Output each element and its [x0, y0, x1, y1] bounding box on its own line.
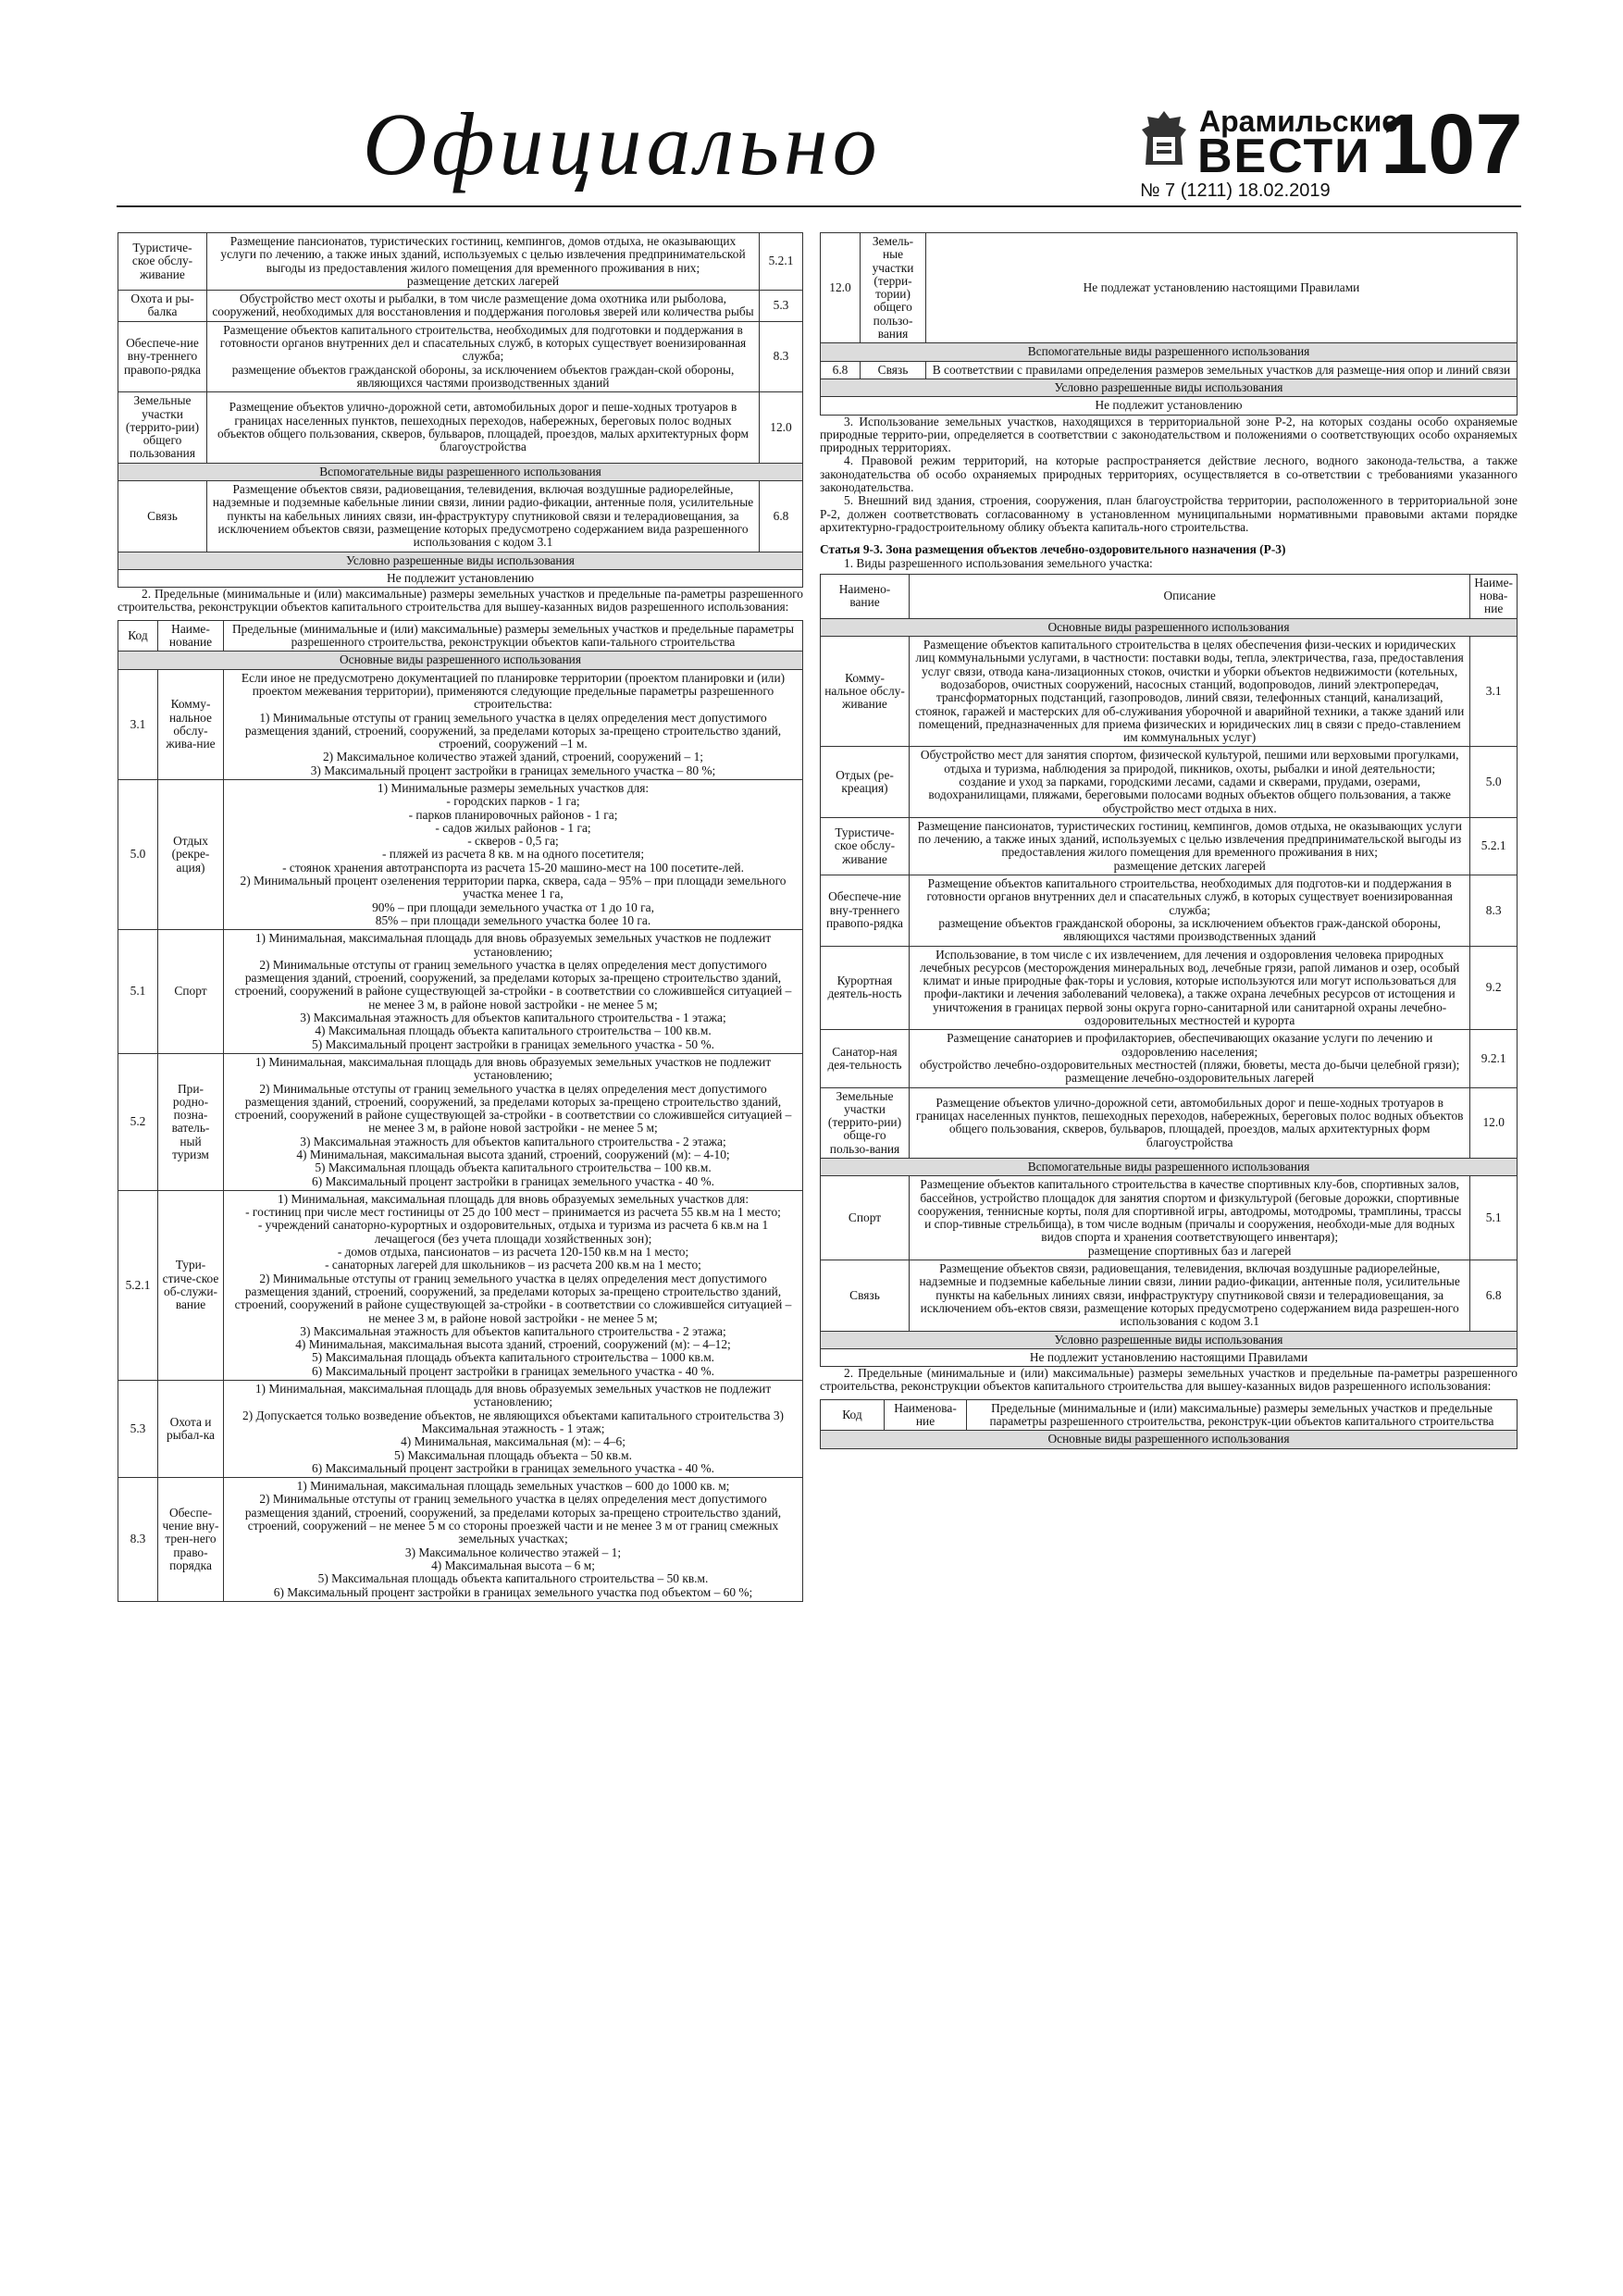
table-row: [118, 669, 803, 779]
use-name: Земельные участки (террито-рии) общего пользования: [118, 392, 207, 463]
table-row: [118, 779, 803, 929]
table-row: [118, 481, 803, 552]
param-name: При-родно-позна-ватель-ный туризм: [158, 1053, 224, 1190]
param-name: Комму-нальное обслу-жива-ние: [158, 669, 224, 779]
use-description: Обустройство мест охоты и рыбалки, в том числе размещение дома охотника или рыболова, сооружений, необходимых для восстановления и поддержания поголовья зверей или количества рыбы: [207, 291, 760, 322]
column-header-name: Наименова-ние: [885, 1399, 967, 1431]
use-code: 5.2.1: [760, 233, 803, 291]
use-description: Обустройство мест для занятия спортом, физической культурой, пешими или верховыми прогулками, отдыха и туризма, наблюдения за природой, пикников, охоты, рыбалки и иной деятельности; создание и уход за парками, городскими лесами, садами и скверами, прудами, озерами, водохранилищами, пляжами, береговыми полосами водных объектов общего пользования, а также обустройство мест отдыха в них.: [910, 747, 1470, 817]
param-description: 1) Минимальная, максимальная площадь для вновь образуемых земельных участков не подлежит установлению; 2) Допускается только возведение объектов, не являющихся объектами капитального строительства 3) Максимальная этажность - 1 этаж; 4) Минимальная, максимальная (м): – 4–6; 5) Максимальная площадь объекта – 50 кв.м. 6) Максимальный процент застройки в границах земельного участка - 40 %.: [224, 1381, 803, 1478]
table-row: [821, 875, 1518, 946]
param-description: 1) Минимальные размеры земельных участков для: - городских парков - 1 га; - парков планировочных районов - 1 га; - садов жилых районов - 1 га; - скверов - 0,5 га; - пляжей из расчета 8 кв. м на одного посетителя; - стоянок хранения автотранспорта из расчета 15-20 машино-мест на 100 посетите-лей. 2) Минимальный процент озеленения территории парка, сквера, сада – 95% – при площади земельного участка менее 1 га, 90% – при площади земельного участка от 1 до 10 га, 85% – при площади земельного участка более 10 га.: [224, 779, 803, 929]
use-code: 9.2: [1470, 946, 1518, 1030]
param-code: 5.2.1: [118, 1190, 158, 1380]
column-header-code: Код: [118, 620, 158, 652]
section-row: [821, 379, 1518, 396]
table-row: [118, 392, 803, 463]
section-heading: Основные виды разрешенного использования: [821, 618, 1518, 636]
article-title: Статья 9-3. Зона размещения объектов лечебно-оздоровительного назначения (Р-3): [820, 542, 1286, 557]
param-description: 1) Минимальная, максимальная площадь для вновь образуемых земельных участков не подлежит установлению; 2) Минимальные отступы от границ земельного участка в целях определения мест допустимого размещения зданий, строений, сооружений, за пределами которых за-прещено строительство зданий, строений, сооружений в районе существующей за-стройки - в соответствии со сложившейся ситуацией – не менее 3 м, в районе новой застройки - не менее 5 м; 3) Максимальная этажность для объектов капитального строительства - 1 этажа; 4) Максимальная площадь объекта капитального строительства – 100 кв.м. 5) Максимальный процент застройки в границах земельного участка - 50 %.: [224, 930, 803, 1054]
section-row: [821, 1431, 1518, 1448]
issue-info: № 7 (1211) 18.02.2019: [1140, 180, 1331, 201]
use-code: 5.0: [1470, 747, 1518, 817]
use-name: Комму-нальное обслу-живание: [821, 637, 910, 747]
section-heading: Вспомогательные виды разрешенного использования: [821, 343, 1518, 361]
use-description: Размещение объектов связи, радиовещания, телевидения, включая воздушные радиорелейные, надземные и подземные кабельные линии связи, линии радио-фикации, антенные поля, усилительные пункты на кабельных линиях связи, ин-фраструктуру спутниковой связи и телерадиовещания, за исключением объектов связи, размещение которых предусмотрено содержанием вида разрешенного использования с кодом 3.1: [207, 481, 760, 552]
table-row: [821, 361, 1518, 379]
use-description: Размещение объектов связи, радиовещания, телевидения, включая воздушные радиорелейные, надземные и подземные кабельные линии связи, линии радио-фикации, антенные поля, усилительные пункты на кабельных линиях связи, инфраструктуру спутниковой связи и телерадиовещания, за исключением объ-ектов связи, размещение которых предусмотрено содержанием вида разрешен-ного использования с кодом 3.1: [910, 1260, 1470, 1331]
left-column: [118, 232, 803, 1602]
table-header-row: [118, 620, 803, 652]
param-name: Отдых (рекре-ация): [158, 779, 224, 929]
paragraph-1: 1. Виды разрешенного использования земельного участка:: [844, 555, 1153, 570]
table-row: [118, 1381, 803, 1478]
use-name: Спорт: [821, 1176, 910, 1260]
page-header: [0, 0, 1623, 211]
use-code: 8.3: [760, 321, 803, 391]
paragraph-2-right: 2. Предельные (минимальные и (или) максимальные) размеры земельных участков и предельные па-раметры разрешенного строительства, реконструкции объектов капитального строительства для вышеу-казанных видов разрешенного использования:: [820, 1366, 1518, 1394]
use-name: Связь: [861, 361, 926, 379]
paragraph-2: 2. Предельные (минимальные и (или) максимальные) размеры земельных участков и предельные па-раметры разрешенного строительства, реконструкции объектов капитального строительства для вышеу-казанных видов разрешенного использования:: [118, 587, 803, 614]
use-code: 5.1: [1470, 1176, 1518, 1260]
table-row: [821, 1176, 1518, 1260]
param-name: Обеспе-чение вну-трен-него право-порядка: [158, 1478, 224, 1602]
use-code: 12.0: [760, 392, 803, 463]
use-name: Земельные участки (террито-рии) обще-го пользо-вания: [821, 1087, 910, 1158]
use-description: Размещение санаториев и профилакториев, обеспечивающих оказание услуги по лечению и оздоровлению населения; обустройство лечебно-оздоровительных местностей (пляжи, бюветы, места до-бычи целебной грязи); размещение лечебно-оздоровительных лагерей: [910, 1030, 1470, 1087]
use-description: Размещение объектов капитального строительства, необходимых для подготовки и поддержания в готовности органов внутренних дел и спасательных служб, в которых существует военизированная служба; размещение объектов гражданской обороны, за исключением объектов граждан-ской обороны, являющихся частями производственных зданий: [207, 321, 760, 391]
section-heading: Условно разрешенные виды использования: [118, 552, 803, 569]
table-row: [821, 946, 1518, 1030]
param-name: Охота и рыбал-ка: [158, 1381, 224, 1478]
use-code: 8.3: [1470, 875, 1518, 946]
param-code: 5.2: [118, 1053, 158, 1190]
use-code: 9.2.1: [1470, 1030, 1518, 1087]
section-heading: Основные виды разрешенного использования: [821, 1431, 1518, 1448]
logo-top-text: Арамильские: [1199, 105, 1399, 138]
use-description: Размещение пансионатов, туристических гостиниц, кемпингов, домов отдыха, не оказывающих услуги по лечению, а также иных зданий, используемых с целью извлечения предпринимательской выгоды из предоставления жилого помещения для временного проживания в них; размещение детских лагерей: [207, 233, 760, 291]
table-row: [118, 291, 803, 322]
land-use-table-continued: [118, 232, 803, 588]
section-row: [118, 463, 803, 480]
param-description: 1) Минимальная, максимальная площадь земельных участков – 600 до 1000 кв. м; 2) Минимальные отступы от границ земельного участка в целях определения мест допустимого размещения зданий, строений, сооружений, за пределами которых за-прещено строительство зданий, строений, сооружений – не менее 5 м со стороны проезжей части и не менее 3 м от границ смежных земельных участках; 3) Максимальное количество этажей – 1; 4) Максимальная высота – 6 м; 5) Максимальная площадь объекта капитального строительства – 50 кв.м. 6) Максимальный процент застройки в границах земельного участка под объектом – 60 %;: [224, 1478, 803, 1602]
param-description: 1) Минимальная, максимальная площадь для вновь образуемых земельных участков для: - гостиниц при числе мест гостиницы от 25 до 100 мест – принимается из расчета 55 кв.м на 1 место; - учреждений санаторно-курортных и оздоровительных, отдыха и туризма из расчета 6 кв.м на 1 лечащегося (без учета площади хозяйственных зон); - домов отдыха, пансионатов – из расчета 120-150 кв.м на 1 место; - санаторных лагерей для школьников – из расчета 200 кв.м на 1 место; 2) Минимальные отступы от границ земельного участка в целях определения мест допустимого размещения зданий, строений, сооружений, за пределами которых за-прещено строительство зданий, строений, сооружений в районе существующей за-стройки - в соответствии со сложившейся ситуацией – не менее 3 м, в районе новой застройки - не менее 5 м; 3) Максимальная этажность для объектов капитального строительства - 2 этажа; 4) Минимальная, максимальная высота зданий, строений, сооружений (м): – 4–12; 5) Максимальная площадь объекта капитального строительства – 1000 кв.м. 6) Максимальный процент застройки в границах земельного участка - 40 %.: [224, 1190, 803, 1380]
p2-zone-table-continued: [820, 232, 1518, 416]
param-name: Спорт: [158, 930, 224, 1054]
section-row: [821, 618, 1518, 636]
section-heading: Условно разрешенные виды использования: [821, 379, 1518, 396]
use-code: 3.1: [1470, 637, 1518, 747]
column-header-code: Код: [821, 1399, 885, 1431]
table-row: [118, 321, 803, 391]
use-description: Размещение объектов улично-дорожной сети, автомобильных дорог и пеше-ходных тротуаров в границах населенных пунктов, пешеходных переходов, набережных, береговых полос водных объектов общего пользования, скверов, бульваров, площадей, проездов, малых архитектурных форм благоустройства: [207, 392, 760, 463]
column-header-desc: Описание: [910, 574, 1470, 618]
use-name: Обеспече-ние вну-треннего правопо-рядка: [118, 321, 207, 391]
table-row: [118, 930, 803, 1054]
table-row: [821, 1348, 1518, 1366]
param-code: 8.3: [118, 1478, 158, 1602]
column-header-name: Наиме-нование: [158, 620, 224, 652]
section-heading: Вспомогательные виды разрешенного использования: [118, 463, 803, 480]
table-row: [821, 747, 1518, 817]
use-name: Туристиче-ское обслу-живание: [821, 817, 910, 875]
use-name: Отдых (ре-креация): [821, 747, 910, 817]
page-number: 107: [1381, 97, 1523, 192]
use-name: Санатор-ная дея-тельность: [821, 1030, 910, 1087]
use-description: Размещение объектов капитального строительства, необходимых для подготов-ки и поддержания в готовности органов внутренних дел и спасательных служб, в которых существует военизированная служба; размещение объектов гражданской обороны, за исключением объектов граж-данской обороны, являющихся частями производственных зданий: [910, 875, 1470, 946]
section-title: Официально: [363, 94, 882, 193]
use-code: 5.3: [760, 291, 803, 322]
header-rule: [117, 205, 1521, 207]
use-description: Не подлежат установлению настоящими Правилами: [926, 233, 1518, 343]
use-code: 12.0: [1470, 1087, 1518, 1158]
table-row: [118, 1053, 803, 1190]
column-header-name: Наимено-вание: [821, 574, 910, 618]
section-row: [118, 652, 803, 669]
cond-text: Не подлежит установлению: [821, 397, 1518, 415]
section-row: [821, 1331, 1518, 1348]
table-row: [118, 233, 803, 291]
cond-text: Не подлежит установлению настоящими Правилами: [821, 1348, 1518, 1366]
paragraph-5: 5. Внешний вид здания, строения, сооружения, план благоустройства территории, расположенного в территориальной зоне Р-2, должен соответствовать согласованному в установленном муниципальными нормативными правовыми актами порядке архитектурно-градостроительному облику объекта капиталь-ного строительства.: [820, 493, 1518, 534]
table-row: [118, 1478, 803, 1602]
use-name: Курортная деятель-ность: [821, 946, 910, 1030]
p3-parameters-table: [820, 1399, 1518, 1449]
use-name: Охота и ры-балка: [118, 291, 207, 322]
use-description: Размещение объектов капитального строительства в качестве спортивных клу-бов, спортивных залов, бассейнов, устройство площадок для занятия спортом и физкультурой (беговые дорожки, спортивные сооружения, теннисные корты, поля для спортивной игры, автодромы, мотодромы, трамплины, трассы и спор-тивные стрельбища), в том числе водным (причалы и сооружения, необходи-мые для водных видов спорта и хранения соответствующего инвентаря); размещение спортивных баз и лагерей: [910, 1176, 1470, 1260]
table-row: [821, 1260, 1518, 1331]
param-name: Тури-стиче-ское об-служи-вание: [158, 1190, 224, 1380]
table-row: [118, 1190, 803, 1380]
use-code: 12.0: [821, 233, 861, 343]
use-code: 5.2.1: [1470, 817, 1518, 875]
section-row: [821, 1159, 1518, 1176]
table-row: [118, 569, 803, 587]
table-row: [821, 817, 1518, 875]
table-row: [821, 233, 1518, 343]
table-row: [821, 397, 1518, 415]
use-name: Земель-ные участки (терри-тории) общего пользо-вания: [861, 233, 926, 343]
section-row: [821, 343, 1518, 361]
section-row: [118, 552, 803, 569]
table-row: [821, 637, 1518, 747]
param-code: 5.1: [118, 930, 158, 1054]
section-heading: Вспомогательные виды разрешенного использования: [821, 1159, 1518, 1176]
use-description: Размещение объектов капитального строительства в целях обеспечения физи-ческих и юридических лиц коммунальными услугами, в частности: поставки воды, тепла, электричества, газа, предоставления услуг связи, отвода кана-лизационных стоков, очистки и уборки объектов недвижимости (котельных, водозаборов, очистных сооружений, насосных станций, водопроводов, линий электропередач, трансформаторных подстанций, газопроводов, линий связи, телефонных станций, канализаций, стоянок, гаражей и мастерских для об-служивания уборочной и аварийной техники, а также зданий или помещений, предназначенных для приема физических и юридических лиц в связи с предо-ставлением им коммунальных услуг): [910, 637, 1470, 747]
column-header-desc: Предельные (минимальные и (или) максимальные) размеры земельных участков и предельные параметры разрешенного строительства, реконструк-ции объектов капитального строительства: [967, 1399, 1518, 1431]
right-column: [820, 232, 1518, 1449]
section-heading: Основные виды разрешенного использования: [118, 652, 803, 669]
use-description: В соответствии с правилами определения размеров земельных участков для размеще-ния опор и линий связи: [926, 361, 1518, 379]
paragraph-4: 4. Правовой режим территорий, на которые распространяется действие лесного, водного законода-тельства, а также законодательства об особо охраняемых природных территориях, осуществляется в со-ответствии с требованиями указанного законодательства.: [820, 453, 1518, 495]
table-row: [821, 1087, 1518, 1158]
use-code: 6.8: [821, 361, 861, 379]
column-header-code: Наиме-нова-ние: [1470, 574, 1518, 618]
param-code: 5.3: [118, 1381, 158, 1478]
use-name: Связь: [821, 1260, 910, 1331]
coat-of-arms-icon: [1138, 109, 1190, 168]
section-heading: Условно разрешенные виды использования: [821, 1331, 1518, 1348]
param-code: 3.1: [118, 669, 158, 779]
use-description: Использование, в том числе с их извлечением, для лечения и оздоровления человека природных лечебных ресурсов (месторождения минеральных вод, лечебные грязи, рапой лиманов и озер, особый климат и иные природные фак-торы и условия, которые используются или могут использоваться для профи-лактики и лечения заболеваний человека), а также охрана лечебных ресурсов от истощения и уничтожения в границах первой зоны округа горно-санитарной или санитарной охраны лечебно-оздоровительных местностей и курорта: [910, 946, 1470, 1030]
use-code: 6.8: [760, 481, 803, 552]
param-code: 5.0: [118, 779, 158, 929]
cond-text: Не подлежит установлению: [118, 569, 803, 587]
use-name: Обеспече-ние вну-треннего правопо-рядка: [821, 875, 910, 946]
use-code: 6.8: [1470, 1260, 1518, 1331]
parameters-table: [118, 620, 803, 1602]
use-name: Связь: [118, 481, 207, 552]
table-header-row: [821, 1399, 1518, 1431]
param-description: 1) Минимальная, максимальная площадь для вновь образуемых земельных участков не подлежит установлению; 2) Минимальные отступы от границ земельного участка в целях определения мест допустимого размещения зданий, строений, сооружений, за пределами которых за-прещено строительство зданий, строений, сооружений в районе существующей за-стройки - в соответствии со сложившейся ситуацией – не менее 3 м, в районе новой застройки - не менее 5 м; 3) Максимальная этажность для объектов капитального строительства - 2 этажа; 4) Минимальная, максимальная высота зданий, строений, сооружений (м): – 4-10; 5) Максимальная площадь объекта капитального строительства – 100 кв.м. 6) Максимальный процент застройки в границах земельного участка - 40 %.: [224, 1053, 803, 1190]
logo-main-text: ВЕСТИ: [1197, 130, 1371, 183]
use-description: Размещение пансионатов, туристических гостиниц, кемпингов, домов отдыха, не оказывающих услуги по лечению, а также иных зданий, используемых с целью извлечения предпринимательской выгоды из предоставления жилого помещения для временного проживания в них; размещение детских лагерей: [910, 817, 1470, 875]
use-name: Туристиче-ское обслу-живание: [118, 233, 207, 291]
p3-zone-table: [820, 574, 1518, 1367]
column-header-desc: Предельные (минимальные и (или) максимальные) размеры земельных участков и предельные параметры разрешенного строительства, реконструкции объектов капи-тального строительства: [224, 620, 803, 652]
table-row: [821, 1030, 1518, 1087]
table-header-row: [821, 574, 1518, 618]
paragraph-3: 3. Использование земельных участков, находящихся в территориальной зоне Р-2, на которых созданы особо охраняемые природные террито-рии, определяется в соответствии с законодательством и положениями о соответствующих особо охраняемых природных территориях.: [820, 414, 1518, 455]
param-description: Если иное не предусмотрено документацией по планировке территории (проектом планировки и (или) проектом межевания территории), применяются следующие предельные параметры разрешенного строительства: 1) Минимальные отступы от границ земельного участка в целях определения мест допустимого размещения зданий, строений, сооружений, за пределами которых за-прещено строительство зданий, строений, сооружений –1 м. 2) Максимальное количество этажей зданий, строений, сооружений – 1; 3) Максимальный процент застройки в границах земельного участка – 80 %;: [224, 669, 803, 779]
use-description: Размещение объектов улично-дорожной сети, автомобильных дорог и пеше-ходных тротуаров в границах населенных пунктов, пешеходных переходов, набережных, береговых полос водных объектов общего пользования, скверов, бульваров, площадей, проездов, малых архитектурных форм благоустройства: [910, 1087, 1470, 1158]
